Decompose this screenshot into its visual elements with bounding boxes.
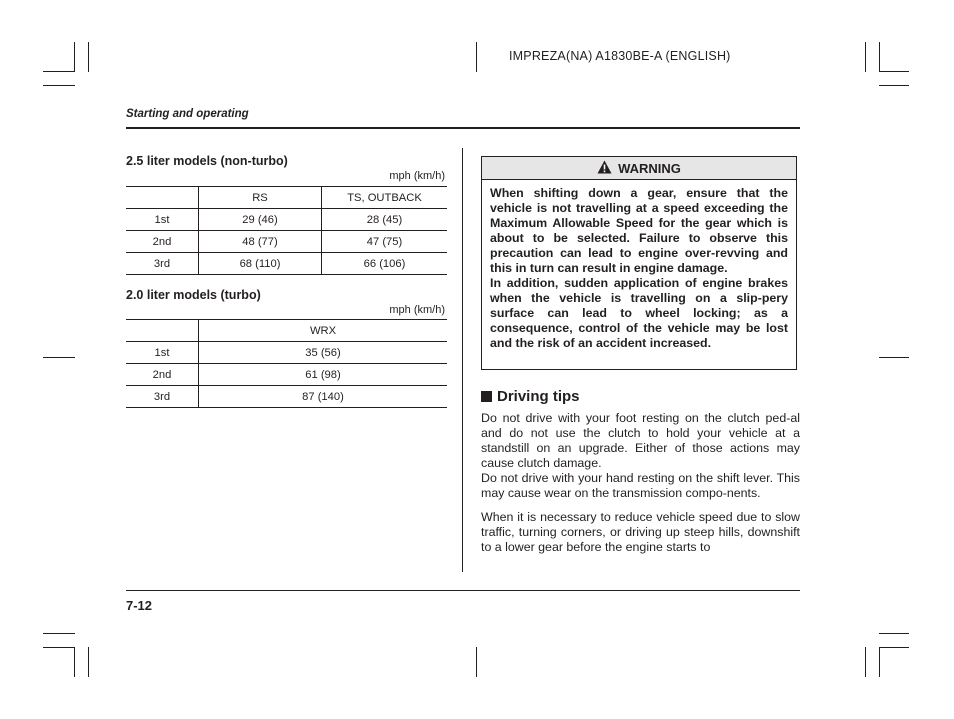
page-number: 7-12 (126, 598, 153, 613)
crop-mark (476, 647, 477, 677)
speed-cell: 61 (98) (199, 364, 448, 386)
table-header-cell (126, 187, 199, 209)
warning-text (482, 180, 796, 351)
non-turbo-unit-label: mph (km/h) (389, 170, 445, 182)
header-rule (126, 127, 800, 129)
section-title: Starting and operating (126, 108, 249, 120)
speed-cell: 29 (46) (199, 209, 322, 231)
crop-mark (476, 42, 477, 72)
table-header-row (126, 320, 447, 342)
crop-mark (879, 71, 909, 72)
crop-mark (74, 42, 75, 72)
warning-triangle-icon (597, 160, 612, 177)
table-row (126, 386, 447, 408)
table-row (126, 209, 447, 231)
turbo-speed-table (126, 319, 447, 408)
table-header-cell: WRX (199, 320, 448, 342)
gear-cell: 3rd (126, 386, 199, 408)
crop-mark (879, 647, 909, 648)
tips-paragraph: Do not drive with your hand resting on the shift lever. This may cause wear on the transmission compo-nents. (481, 471, 800, 500)
gear-cell: 1st (126, 209, 199, 231)
gear-cell: 3rd (126, 253, 199, 275)
turbo-table-title: 2.0 liter models (turbo) (126, 288, 261, 302)
gear-cell: 1st (126, 342, 199, 364)
footer-rule (126, 590, 800, 591)
warning-paragraph: In addition, sudden application of engine brakes when the vehicle is travelling on a slip-pery surface can lead to wheel locking; as a consequence, control of the vehicle may be lost and the risk of an accident increased. (490, 276, 788, 350)
crop-mark (865, 647, 866, 677)
document-code: IMPREZA(NA) A1830BE-A (ENGLISH) (509, 49, 731, 63)
crop-mark (43, 85, 75, 86)
warning-paragraph: When shifting down a gear, ensure that the vehicle is not travelling at a speed exceeding the Maximum Allowable Speed for the gear which is about to be selected. Failure to observe this precaution can lead to engine over-revving and this in turn can result in engine damage. (490, 186, 788, 275)
driving-tips-text (481, 411, 800, 555)
warning-box (481, 156, 797, 370)
speed-cell: 48 (77) (199, 231, 322, 253)
speed-cell: 66 (106) (322, 253, 448, 275)
crop-mark (43, 647, 75, 648)
driving-tips-heading (481, 388, 580, 405)
crop-mark (879, 633, 909, 634)
gear-cell: 2nd (126, 364, 199, 386)
turbo-unit-label: mph (km/h) (389, 304, 445, 316)
gear-cell: 2nd (126, 231, 199, 253)
warning-header (482, 157, 796, 180)
crop-mark (879, 42, 880, 72)
speed-cell: 28 (45) (322, 209, 448, 231)
table-row (126, 364, 447, 386)
crop-mark (88, 647, 89, 677)
table-header-cell: RS (199, 187, 322, 209)
crop-mark (88, 42, 89, 72)
speed-cell: 35 (56) (199, 342, 448, 364)
speed-cell: 68 (110) (199, 253, 322, 275)
tips-paragraph: When it is necessary to reduce vehicle speed due to slow traffic, turning corners, or driving up steep hills, downshift to a lower gear before the engine starts to (481, 510, 800, 554)
driving-tips-title: Driving tips (497, 388, 580, 405)
speed-cell: 47 (75) (322, 231, 448, 253)
table-row (126, 231, 447, 253)
crop-mark (43, 357, 75, 358)
crop-mark (879, 85, 909, 86)
crop-mark (879, 357, 909, 358)
table-header-row (126, 187, 447, 209)
table-row (126, 342, 447, 364)
crop-mark (865, 42, 866, 72)
table-header-cell: TS, OUTBACK (322, 187, 448, 209)
crop-mark (879, 647, 880, 677)
warning-title: WARNING (618, 160, 681, 176)
non-turbo-table-title: 2.5 liter models (non-turbo) (126, 154, 288, 168)
speed-cell: 87 (140) (199, 386, 448, 408)
square-bullet-icon (481, 391, 492, 402)
table-header-cell (126, 320, 199, 342)
non-turbo-speed-table (126, 186, 447, 275)
crop-mark (74, 647, 75, 677)
column-divider (462, 148, 463, 572)
crop-mark (43, 633, 75, 634)
tips-paragraph: Do not drive with your foot resting on the clutch ped-al and do not use the clutch to hold your vehicle at a standstill on an upgrade. Either of those actions may cause clutch damage. (481, 411, 800, 470)
table-row (126, 253, 447, 275)
crop-mark (43, 71, 75, 72)
